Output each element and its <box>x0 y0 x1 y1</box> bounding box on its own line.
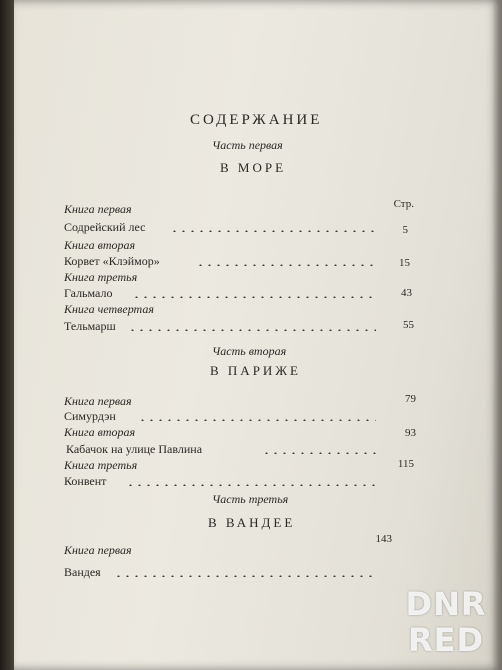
part-label: Часть первая <box>212 138 283 152</box>
leader-dots <box>170 230 375 232</box>
book-label: Книга вторая <box>64 238 136 252</box>
page-number: 79 <box>405 393 416 405</box>
chapter-title: Вандея <box>64 565 101 579</box>
book-label: Книга первая <box>64 202 132 216</box>
part-label: Часть вторая <box>212 344 287 358</box>
chapter-title: Содрейский лес <box>64 220 146 234</box>
leader-dots <box>126 484 376 486</box>
page-number: 15 <box>399 257 410 269</box>
leader-dots <box>138 419 376 421</box>
part-name: В МОРЕ <box>220 160 287 175</box>
book-label: Книга третья <box>64 458 138 472</box>
page-number: 143 <box>375 533 392 545</box>
page-edge-shadow <box>492 0 502 670</box>
part-name: В ПАРИЖЕ <box>210 363 301 378</box>
chapter-title: Тельмарш <box>64 319 116 333</box>
chapter-title: Гальмало <box>64 286 113 300</box>
book-label: Книга вторая <box>64 425 136 439</box>
chapter-title: Конвент <box>64 474 107 488</box>
book-label: Книга третья <box>64 270 138 284</box>
chapter-title: Симурдэн <box>64 409 116 423</box>
site-watermark-logo <box>403 586 489 662</box>
watermark-line-2: RED <box>407 621 485 659</box>
chapter-title: Корвет «Клэймор» <box>64 254 160 268</box>
part-name: В ВАНДЕЕ <box>208 515 296 530</box>
book-label: Книга первая <box>64 394 132 408</box>
leader-dots <box>196 264 376 266</box>
leader-dots <box>262 452 376 454</box>
page-number: 55 <box>403 319 414 331</box>
book-label: Книга первая <box>64 543 132 557</box>
page-number: 93 <box>405 427 416 439</box>
page-number: 115 <box>397 458 414 470</box>
page-column-label: Стр. <box>393 198 414 210</box>
leader-dots <box>128 329 376 331</box>
part-label: Часть третья <box>212 492 289 506</box>
page-number: 5 <box>402 224 408 236</box>
book-gutter <box>0 0 14 670</box>
leader-dots <box>132 296 376 298</box>
leader-dots <box>114 575 376 577</box>
watermark-line-1: DNR <box>405 585 487 623</box>
book-label: Книга четвертая <box>64 302 154 316</box>
toc-title: СОДЕРЖАНИЕ <box>190 112 323 128</box>
page-number: 43 <box>401 287 412 299</box>
chapter-title: Кабачок на улице Павлина <box>66 442 203 456</box>
